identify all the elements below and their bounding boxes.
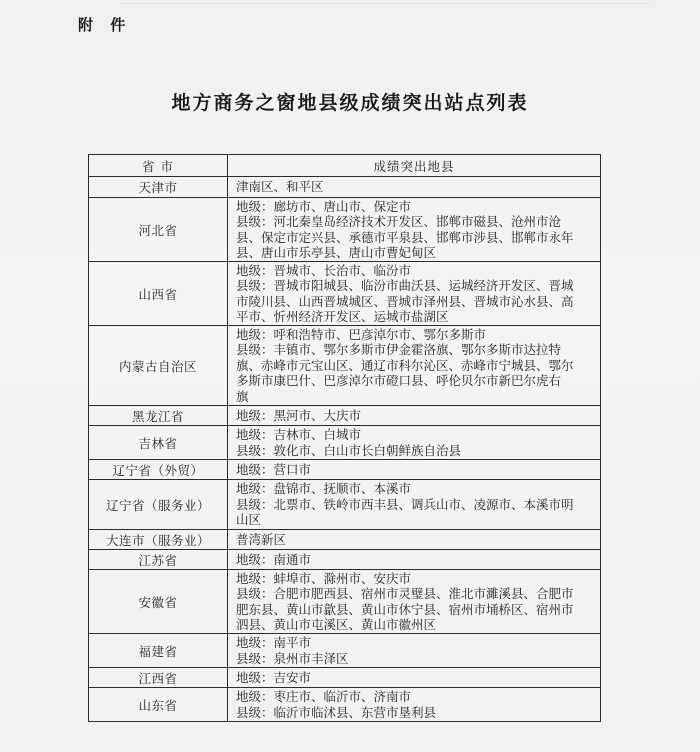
county-line: 泗县、黄山市屯溪区、黄山市徽州区 — [236, 617, 437, 632]
table-header-row — [89, 155, 601, 177]
county-line: 地级：盘锦市、抚顺市、本溪市 — [236, 481, 412, 497]
county-line: 县级：晋城市阳城县、临汾市曲沃县、运城经济开发区、晋城 — [236, 278, 574, 293]
region-cell: 河北省 — [89, 198, 228, 262]
county-line: 县级：临沂市临沭县、东营市垦利县 — [236, 704, 437, 720]
page-title: 地方商务之窗地县级成绩突出站点列表 — [171, 92, 529, 114]
table-row — [89, 460, 601, 480]
region-cell: 辽宁省（外贸） — [89, 460, 228, 480]
counties-cell — [228, 177, 601, 198]
county-line: 平市、忻州经济开发区、运城市盐湖区 — [236, 309, 449, 324]
region-cell: 山东省 — [89, 688, 228, 722]
county-line: 地级：蚌埠市、滁州市、安庆市 — [236, 570, 412, 586]
county-line: 普湾新区 — [236, 531, 287, 547]
county-line: 地级：呼和浩特市、巴彦淖尔市、鄂尔多斯市 — [236, 326, 487, 342]
region-cell: 山西省 — [89, 262, 228, 326]
county-line: 地级：南通市 — [236, 551, 312, 567]
counties-cell — [228, 326, 601, 406]
attachment-label: 附 件 — [78, 16, 132, 34]
counties-cell — [228, 460, 601, 480]
counties-cell — [228, 550, 601, 570]
county-line: 地级：枣庄市、临沂市、济南市 — [236, 689, 412, 704]
sites-table-container — [88, 154, 600, 722]
table-row — [89, 668, 601, 688]
county-line: 地级：吉安市 — [236, 669, 312, 685]
table-row — [89, 480, 601, 530]
region-cell: 黑龙江省 — [89, 406, 228, 426]
scan-edge-line — [120, 3, 650, 4]
table-row — [89, 550, 601, 570]
county-line: 多斯市康巴什、巴彦淖尔市磴口县、呼伦贝尔市新巴尔虎右 — [236, 373, 562, 389]
counties-cell — [228, 530, 601, 550]
region-cell: 大连市（服务业） — [89, 530, 228, 550]
county-line: 地级：廊坊市、唐山市、保定市 — [236, 198, 412, 214]
county-line: 县级：敦化市、白山市长白朝鲜族自治县 — [236, 442, 462, 458]
header-counties: 成绩突出地县 — [228, 155, 601, 177]
table-row — [89, 570, 601, 634]
county-line: 县、保定市定兴县、承德市平泉县、邯郸市涉县、邯郸市永年 — [236, 229, 574, 245]
counties-cell — [228, 634, 601, 668]
county-line: 地级：营口市 — [236, 461, 312, 477]
region-cell: 江苏省 — [89, 550, 228, 570]
header-province: 省 市 — [89, 155, 228, 177]
table-row — [89, 177, 601, 198]
counties-cell — [228, 406, 601, 426]
region-cell: 辽宁省（服务业） — [89, 480, 228, 530]
county-line: 市陵川县、山西晋城城区、晋城市泽州县、晋城市沁水县、高 — [236, 293, 574, 309]
region-cell: 江西省 — [89, 668, 228, 688]
table-row — [89, 530, 601, 550]
table-row — [89, 326, 601, 406]
county-line: 县级：合肥市肥西县、宿州市灵璧县、淮北市濉溪县、合肥市 — [236, 586, 574, 601]
table-row — [89, 262, 601, 326]
county-line: 县级：北票市、铁岭市西丰县、调兵山市、凌源市、本溪市明 — [236, 496, 574, 512]
counties-cell — [228, 688, 601, 722]
table-row — [89, 634, 601, 668]
table-row — [89, 198, 601, 262]
counties-cell — [228, 426, 601, 460]
table-row — [89, 688, 601, 722]
county-line: 地级：吉林市、白城市 — [236, 427, 362, 442]
counties-cell — [228, 570, 601, 634]
county-line: 县级：河北秦皇岛经济技术开发区、邯郸市磁县、沧州市沧 — [236, 214, 562, 229]
county-line: 县级：泉州市丰泽区 — [236, 650, 349, 666]
counties-cell — [228, 480, 601, 530]
county-line: 旗 — [236, 388, 249, 404]
sites-table — [88, 154, 601, 722]
table-row — [89, 406, 601, 426]
county-line: 县级：丰镇市、鄂尔多斯市伊金霍洛旗、鄂尔多斯市达拉特 — [236, 342, 562, 358]
region-cell: 天津市 — [89, 177, 228, 198]
county-line: 地级：黑河市、大庆市 — [236, 407, 362, 423]
region-cell: 内蒙古自治区 — [89, 326, 228, 406]
county-line: 旗、赤峰市元宝山区、通辽市科尔沁区、赤峰市宁城县、鄂尔 — [236, 357, 574, 373]
county-line: 地级：南平市 — [236, 635, 312, 650]
counties-cell — [228, 262, 601, 326]
region-cell: 安徽省 — [89, 570, 228, 634]
table-body — [89, 177, 601, 722]
county-line: 山区 — [236, 512, 262, 528]
region-cell: 吉林省 — [89, 426, 228, 460]
region-cell: 福建省 — [89, 634, 228, 668]
county-line: 肥东县、黄山市歙县、黄山市休宁县、宿州市埇桥区、宿州市 — [236, 601, 574, 617]
counties-cell — [228, 668, 601, 688]
table-row — [89, 426, 601, 460]
county-line: 县、唐山市乐亭县、唐山市曹妃甸区 — [236, 245, 437, 260]
counties-cell — [228, 198, 601, 262]
county-line: 津南区、和平区 — [236, 179, 324, 195]
county-line: 地级：晋城市、长治市、临汾市 — [236, 262, 412, 278]
